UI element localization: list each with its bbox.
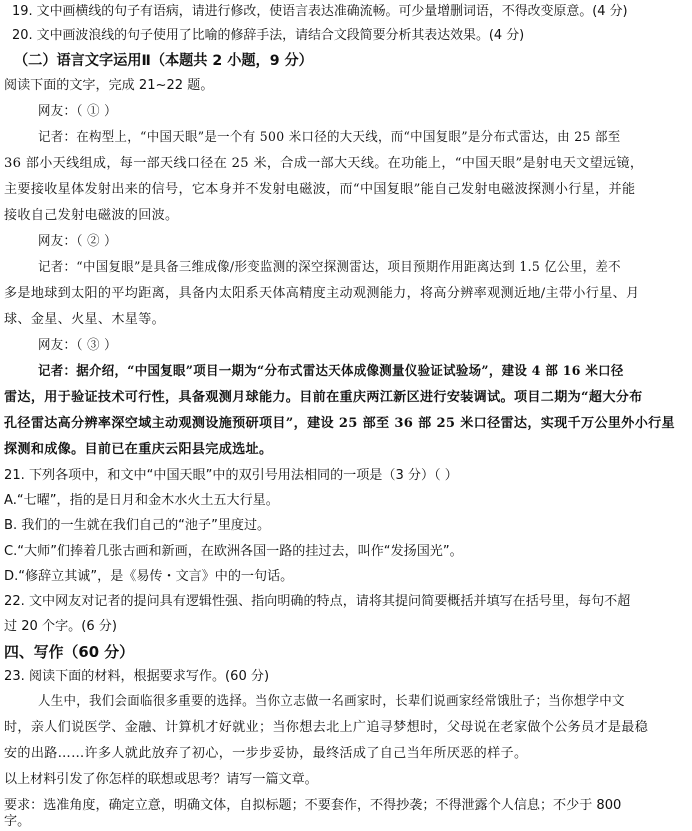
reporter-answer-2-line-2: 多是地球到太阳的平均距离，具备内太阳系天体高精度主动观测能力，将高分辨率观测近地/主带小行星、月 bbox=[4, 286, 640, 301]
reporter-answer-3-line-1: 记者：据介绍，“中国复眼”项目一期为“分布式雷达天体成像测量仪验证试验场”，建设 4 部 16 米口径 bbox=[38, 364, 624, 379]
question-19: 19. 文中画横线的句子有语病，请进行修改，使语言表达准确流畅。可少量增删词语，不得改变原意。(4 分) bbox=[12, 4, 628, 19]
reporter-answer-1-line-1: 记者：在构型上，“中国天眼”是一个有 500 米口径的大天线，而“中国复眼”是分布式雷达，由 25 部至 bbox=[38, 130, 621, 145]
netizen-question-3: 网友：（ ③ ） bbox=[38, 338, 117, 353]
material-line-3: 安的出路……许多人就此放弃了初心，一步步妥协，最终活成了自己当年所厌恶的样子。 bbox=[4, 746, 528, 761]
question-22-line-2: 过 20 个字。(6 分) bbox=[4, 619, 117, 634]
question-23: 23. 阅读下面的材料，根据要求写作。(60 分) bbox=[4, 669, 270, 684]
reporter-answer-2-line-3: 球、金星、火星、木星等。 bbox=[4, 312, 166, 327]
section-heading-writing: 四、写作（60 分） bbox=[4, 643, 134, 661]
reporter-answer-3-line-4: 探测和成像。目前已在重庆云阳县完成选址。 bbox=[4, 442, 273, 457]
writing-requirements-line-2: 字。 bbox=[4, 814, 31, 829]
material-line-2: 时，亲人们说医学、金融、计算机才好就业；当你想去北上广追寻梦想时，父母说在老家做个公务员才是最稳 bbox=[4, 720, 649, 735]
reading-instruction: 阅读下面的文字，完成 21~22 题。 bbox=[4, 78, 214, 93]
question-21: 21. 下列各项中，和文中“中国天眼”中的双引号用法相同的一项是（3 分）（ ） bbox=[4, 468, 458, 483]
option-b: B. 我们的一生就在我们自己的“池子”里度过。 bbox=[4, 518, 271, 533]
reporter-answer-3-line-3: 孔径雷达高分辨率深空域主动观测设施预研项目”，建设 25 部至 36 部 25 米口径雷达，实现千万公里外小行星 bbox=[4, 416, 675, 431]
question-22-line-1: 22. 文中网友对记者的提问具有逻辑性强、指向明确的特点，请将其提问简要概括并填写在括号里，每句不超 bbox=[4, 594, 631, 609]
netizen-question-2: 网友：（ ② ） bbox=[38, 234, 117, 249]
writing-requirements-line-1: 要求：选准角度，确定立意，明确文体，自拟标题；不要套作，不得抄袭；不得泄露个人信息；不少于 800 bbox=[4, 798, 622, 813]
option-a: A.“七曜”，指的是日月和金木水火土五大行星。 bbox=[4, 493, 279, 508]
reporter-answer-1-line-2: 36 部小天线组成，每一部天线口径在 25 米，合成一部大天线。在功能上，“中国天眼”是射电天文望远镜， bbox=[4, 156, 644, 171]
material-line-1: 人生中，我们会面临很多重要的选择。当你立志做一名画家时，长辈们说画家经常饿肚子；当你想学中文 bbox=[38, 694, 625, 709]
reporter-answer-1-line-3: 主要接收星体发射出来的信号，它本身并不发射电磁波，而“中国复眼”能自己发射电磁波探测小行星，并能 bbox=[4, 182, 636, 197]
reporter-answer-3-line-2: 雷达，用于验证技术可行性，具备观测月球能力。目前在重庆两江新区进行安装调试。项目二期为“超大分布 bbox=[4, 390, 643, 405]
option-c: C.“大师”们捧着几张古画和新画，在欧洲各国一路的挂过去，叫作“发扬国光”。 bbox=[4, 544, 463, 559]
reporter-answer-2-line-1: 记者：“中国复眼”是具备三维成像/形变监测的深空探测雷达，项目预期作用距离达到 1.5 亿公里，差不 bbox=[38, 260, 621, 275]
writing-prompt: 以上材料引发了你怎样的联想或思考？请写一篇文章。 bbox=[4, 772, 318, 787]
question-20: 20. 文中画波浪线的句子使用了比喻的修辞手法，请结合文段简要分析其表达效果。(4 分) bbox=[12, 28, 525, 43]
netizen-question-1: 网友：（ ① ） bbox=[38, 104, 117, 119]
option-d: D.“修辞立其诚”，是《易传・文言》中的一句话。 bbox=[4, 569, 294, 584]
reporter-answer-1-line-4: 接收自己发射电磁波的回波。 bbox=[4, 208, 179, 223]
section-heading-language-use-2: （二）语言文字运用Ⅱ（本题共 2 小题，9 分） bbox=[14, 53, 313, 69]
